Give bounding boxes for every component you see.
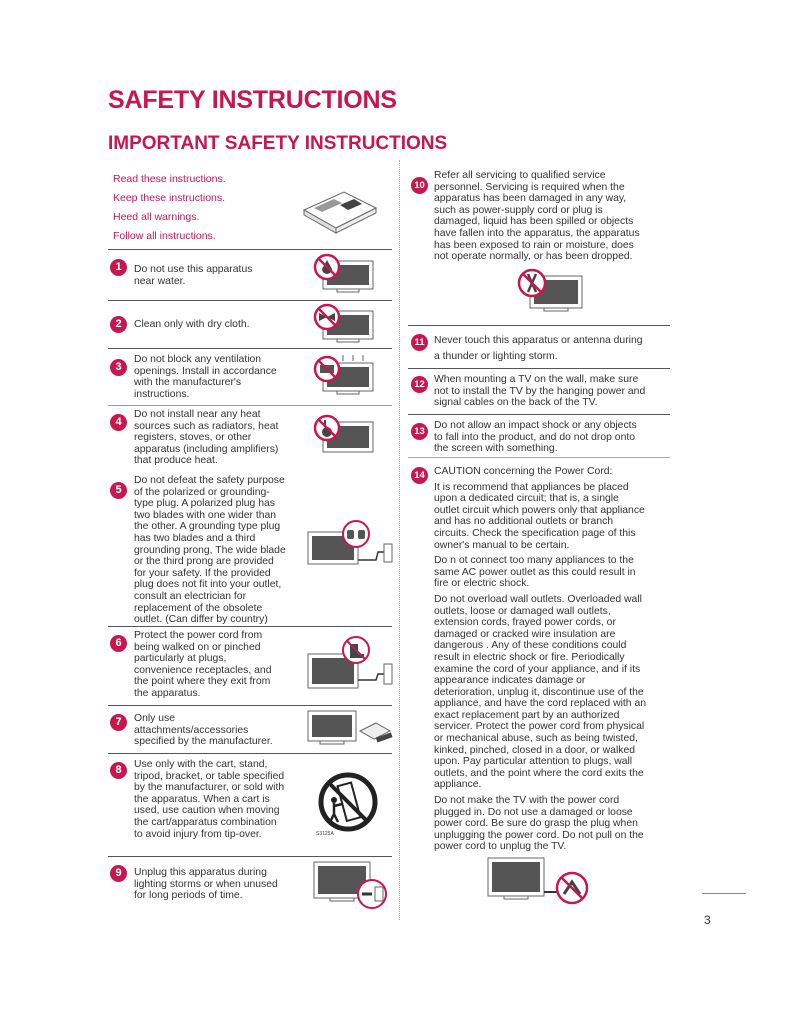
cart-label: S3125A [316,831,334,837]
no-heat-source-tv-icon [313,412,377,462]
item-number-badge: 12 [411,376,428,393]
divider [108,300,392,301]
footer-rule [702,893,746,894]
intro-item: Heed all warnings. [113,211,200,223]
divider [108,753,392,754]
caution-paragraph: Do n ot connect too many appliances to the same AC power outlet as this could result in fire or electric shock. [434,555,636,590]
item-text: Do not use this apparatus near water. [134,264,253,287]
no-water-tv-icon [313,253,377,297]
divider [408,368,670,369]
item-text: Only use attachments/accessories specified by the manufacturer. [134,713,273,748]
caution-heading: CAUTION concerning the Power Cord: [434,466,613,477]
no-blocked-vent-tv-icon [313,353,377,399]
intro-list [113,170,226,246]
page-number: 3 [704,913,711,927]
item-number-badge: 6 [110,635,127,652]
item-number-badge: 4 [110,414,127,431]
caution-paragraph: Do not make the TV with the power cord plugged in. Do not use a damaged or loose power cord. Be sure do grasp the plug when unplugging the power cord. Do not pull on the power cord to unplug the TV. [434,795,644,853]
item-number-badge: 13 [411,423,428,440]
polarized-plug-tv-icon [306,520,396,568]
divider [108,348,392,349]
intro-item: Read these instructions. [113,173,226,185]
caution-paragraph: It is recommend that appliances be placed upon a dedicated circuit; that is, a single outlet circuit which powers only that appliance and has no additional outlets or branch circuits. Check the specification page of this owner's manual to be certain. [434,481,645,551]
no-cart-tipover-icon [318,772,378,832]
accessories-tv-icon [306,709,398,749]
item-text: Do not defeat the safety purpose of the polarized or grounding-type plug. A polarized plug has two blades with one wider than the other. A grounding type plug has two blades and a third grounding prong, The wide blade or the third prong are provided for your safety. If the provided plug does not fit into your outlet, consult an electrician for replacement of the obsolete outlet. (Can differ by country) [134,475,286,626]
item-text: When mounting a TV on the wall, make sure not to install the TV by the hanging power and signal cables on the back of the TV. [434,374,646,409]
section-title: IMPORTANT SAFETY INSTRUCTIONS [108,133,448,154]
page-title: SAFETY INSTRUCTIONS [108,86,397,114]
item-text: Refer all servicing to qualified service personnel. Servicing is required when the apparatus has been damaged in any way, such as power-supply cord or plug is damaged, liquid has been spilled or objects have fallen into the apparatus, the apparatus has been exposed to rain or moisture, does not operate normally, or has been dropped. [434,170,640,263]
item-text: Never touch this apparatus or antenna during a thunder or lighting storm. [434,335,643,362]
divider [408,457,670,458]
item-number-badge: 5 [110,482,127,499]
item-number-badge: 2 [110,316,127,333]
intro-item: Keep these instructions. [113,192,226,204]
item-number-badge: 11 [411,334,428,351]
divider [408,325,670,326]
no-self-service-tv-icon [516,268,586,314]
caution-paragraph: Do not overload wall outlets. Overloaded wall outlets, loose or damaged wall outlets, extension cords, frayed power cords, or damaged or cracked wire insulation are dangerous . Any of these conditions could result in electric shock or fire. Periodically examine the cord of your appliance, and if its appearance indicates damage or deterioration, unplug it, discontinue use of the appliance, and have the cord replaced with an exact replacement part by an authorized servicer. Protect the power cord from physical or mechanical abuse, such as being twisted, kinked, pinched, closed in a door, or walked upon. Pay particular attention to plugs, wall outlets, and the point where the cord exits the appliance. [434,593,646,791]
divider [108,705,392,706]
item-text: Do not allow an impact shock or any objects to fall into the product, and do not drop onto the screen with something. [434,420,637,455]
divider [408,414,670,415]
power-cord-protect-tv-icon [306,636,396,694]
item-text-block [434,466,646,857]
no-cord-pull-tv-icon [486,856,592,908]
manual-book-icon [300,188,380,234]
unplug-tv-icon [312,860,392,910]
item-text: Unplug this apparatus during lighting storms or when unused for long periods of time. [134,867,278,902]
divider [108,405,392,406]
column-divider [399,160,400,920]
item-number-badge: 8 [110,762,127,779]
intro-item: Follow all instructions. [113,230,216,242]
item-number-badge: 9 [110,865,127,882]
divider [108,626,392,627]
item-number-badge: 14 [411,467,428,484]
no-wet-cloth-tv-icon [313,303,377,347]
divider [108,856,392,857]
item-text: Clean only with dry cloth. [134,319,250,330]
item-number-badge: 1 [110,259,127,276]
item-number-badge: 3 [110,359,127,376]
item-number-badge: 7 [110,714,127,731]
divider [108,249,392,250]
item-text: Do not install near any heat sources such as radiators, heat registers, stoves, or other apparatus (including amplifiers) that produce heat. [134,409,279,467]
item-text: Do not block any ventilation openings. Install in accordance with the manufacturer's instructions. [134,354,277,400]
item-text: Protect the power cord from being walked on or pinched particularly at plugs, convenience receptacles, and the point where they exit from the apparatus. [134,630,272,699]
item-text: Use only with the cart, stand, tripod, bracket, or table specified by the manufacturer, or sold with the apparatus. When a cart is used, use caution when moving the cart/apparatus combination to avoid injury from tip-over. [134,759,285,840]
item-number-badge: 10 [411,177,428,194]
